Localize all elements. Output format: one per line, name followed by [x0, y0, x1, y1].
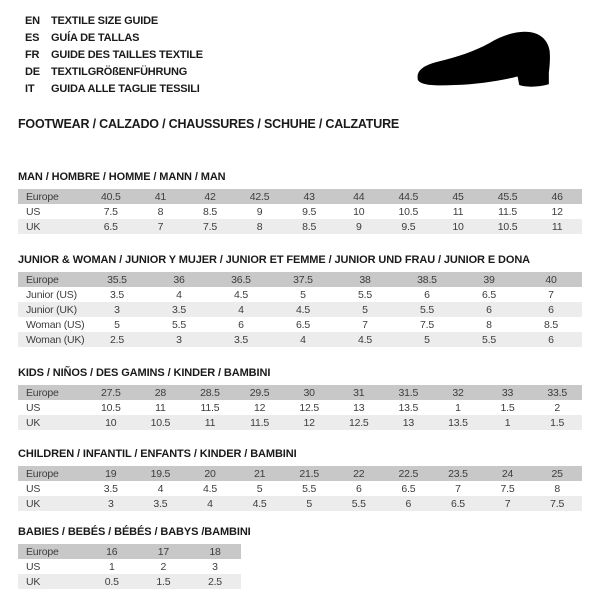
- size-cell: 7: [548, 288, 554, 301]
- size-cell: 1: [455, 401, 461, 414]
- size-table: [18, 189, 582, 234]
- table-row: [18, 287, 582, 302]
- size-cell: 4: [300, 333, 306, 346]
- size-cell: 8: [554, 482, 560, 495]
- size-cell: 27.5: [100, 386, 121, 399]
- size-cell: 2.5: [207, 575, 222, 588]
- table-row: [18, 317, 582, 332]
- size-cell: 9: [256, 205, 263, 218]
- size-table-section: [18, 171, 582, 234]
- size-cell: 28.5: [200, 386, 220, 399]
- size-cell: 3: [176, 333, 182, 346]
- size-cell: 6.5: [482, 288, 496, 301]
- language-label: GUÍA DE TALLAS: [51, 32, 140, 44]
- size-cell: 7.5: [500, 482, 515, 495]
- size-cell: 42: [204, 190, 216, 203]
- size-cell: 12.5: [348, 416, 369, 429]
- size-cell: 5.5: [358, 288, 372, 301]
- size-cell: 2: [554, 401, 560, 414]
- table-row: [18, 466, 582, 481]
- size-cell: 5: [114, 318, 120, 331]
- size-cell: 19: [105, 467, 117, 480]
- table-row: [18, 332, 582, 347]
- size-cell: 7: [157, 220, 164, 233]
- size-table: [18, 544, 241, 589]
- category-heading: FOOTWEAR / CALZADO / CHAUSSURES / SCHUHE / CALZATURE: [18, 117, 400, 131]
- size-cell: 10.5: [150, 416, 171, 429]
- size-cell: 45: [452, 190, 464, 203]
- table-row: [18, 400, 582, 415]
- size-cell: 10.5: [497, 220, 518, 233]
- size-cell: 10: [452, 220, 464, 233]
- size-cell: 11.5: [200, 401, 220, 414]
- size-cell: 10: [353, 205, 365, 218]
- table-title: KIDS / NIÑOS / DES GAMINS / KINDER / BAMBINI: [18, 367, 271, 379]
- size-cell: 20: [204, 467, 216, 480]
- size-cell: 43: [303, 190, 315, 203]
- size-cell: 38: [359, 273, 371, 286]
- size-cell: 13: [353, 401, 365, 414]
- size-cell: 23.5: [448, 467, 468, 480]
- table-row: [18, 385, 582, 400]
- size-cell: 8.5: [302, 220, 317, 233]
- size-table: [18, 385, 582, 430]
- size-cell: 4: [157, 482, 164, 495]
- size-cell: 18: [209, 545, 221, 558]
- size-cell: 7.5: [550, 497, 565, 510]
- size-cell: 4.5: [202, 482, 217, 495]
- size-cell: 4.5: [358, 333, 372, 346]
- size-cell: 44: [353, 190, 365, 203]
- size-cell: 1: [504, 416, 511, 429]
- size-cell: 7: [504, 497, 511, 510]
- size-cell: 7: [455, 482, 461, 495]
- size-cell: 13.5: [398, 401, 419, 414]
- shoe-silhouette-path: [418, 32, 550, 87]
- language-row: [18, 30, 203, 47]
- row-label: US: [26, 401, 41, 414]
- size-cell: 7.5: [103, 205, 118, 218]
- language-code: EN: [25, 15, 40, 27]
- size-cell: 21: [253, 467, 266, 480]
- size-cell: 11: [551, 220, 563, 233]
- size-cell: 31.5: [398, 386, 419, 399]
- size-cell: 7.5: [420, 318, 434, 331]
- table-title: CHILDREN / INFANTIL / ENFANTS / KINDER / BAMBINI: [18, 448, 297, 460]
- size-cell: 13: [402, 416, 414, 429]
- size-cell: 42.5: [249, 190, 270, 203]
- size-cell: 1.5: [500, 401, 515, 414]
- table-title: BABIES / BEBÉS / BÉBÉS / BABYS /BAMBINI: [18, 526, 251, 538]
- size-cell: 11: [452, 205, 464, 218]
- row-label: Junior (UK): [26, 303, 77, 316]
- size-cell: 33.5: [547, 386, 567, 399]
- size-cell: 5: [300, 288, 306, 301]
- size-cell: 4.5: [296, 303, 310, 316]
- size-cell: 36.5: [231, 273, 251, 286]
- size-cell: 6.5: [401, 482, 416, 495]
- size-cell: 8.5: [202, 205, 217, 218]
- size-cell: 5: [256, 482, 263, 495]
- size-cell: 7: [362, 318, 368, 331]
- shoe-icon: [398, 25, 578, 103]
- row-label: Junior (US): [26, 288, 77, 301]
- size-cell: 3.5: [153, 497, 168, 510]
- size-cell: 6: [405, 497, 412, 510]
- language-row: [18, 64, 203, 81]
- size-cell: 6.5: [103, 220, 118, 233]
- size-cell: 8: [256, 220, 263, 233]
- language-list: [18, 13, 203, 98]
- language-code: ES: [25, 32, 40, 44]
- row-label: Europe: [26, 273, 59, 286]
- size-cell: 24: [501, 467, 514, 480]
- row-label: Europe: [26, 545, 59, 558]
- size-table: [18, 466, 582, 511]
- row-label: UK: [26, 416, 41, 429]
- size-cell: 5: [362, 303, 368, 316]
- size-cell: 11: [155, 401, 166, 414]
- size-cell: 40: [545, 273, 557, 286]
- size-cell: 10.5: [398, 205, 419, 218]
- size-cell: 5.5: [482, 333, 496, 346]
- table-row: [18, 302, 582, 317]
- size-cell: 6.5: [296, 318, 310, 331]
- table-row: [18, 219, 582, 234]
- language-label: GUIDE DES TAILLES TEXTILE: [51, 49, 203, 61]
- size-cell: 4.5: [234, 288, 248, 301]
- size-cell: 6: [355, 482, 362, 495]
- size-cell: 35.5: [107, 273, 127, 286]
- size-cell: 5.5: [302, 482, 317, 495]
- size-cell: 3.5: [172, 303, 186, 316]
- table-row: [18, 415, 582, 430]
- size-cell: 6: [486, 303, 492, 316]
- size-table: [18, 272, 582, 347]
- size-cell: 6: [548, 303, 554, 316]
- size-cell: 5.5: [351, 497, 366, 510]
- table-title: MAN / HOMBRE / HOMME / MANN / MAN: [18, 171, 226, 183]
- table-row: [18, 574, 241, 589]
- table-title: JUNIOR & WOMAN / JUNIOR Y MUJER / JUNIOR ET FEMME / JUNIOR UND FRAU / JUNIOR E DONA: [18, 254, 531, 266]
- size-cell: 6.5: [450, 497, 465, 510]
- language-label: TEXTILGRÖßENFÜHRUNG: [51, 66, 188, 78]
- size-table-section: [18, 526, 582, 589]
- size-cell: 40.5: [100, 190, 121, 203]
- size-cell: 1.5: [156, 575, 171, 588]
- size-cell: 30: [303, 386, 315, 399]
- size-cell: 38.5: [417, 273, 437, 286]
- table-row: [18, 559, 241, 574]
- table-row: [18, 204, 582, 219]
- language-label: TEXTILE SIZE GUIDE: [51, 15, 159, 27]
- size-cell: 16: [106, 545, 118, 558]
- size-cell: 1: [108, 560, 115, 573]
- size-cell: 8.5: [544, 318, 558, 331]
- table-row: [18, 481, 582, 496]
- size-cell: 19.5: [150, 467, 171, 480]
- language-code: FR: [25, 49, 40, 61]
- size-cell: 4: [238, 303, 244, 316]
- size-cell: 11.5: [498, 205, 517, 218]
- size-cell: 3: [212, 560, 218, 573]
- size-table-section: [18, 448, 582, 511]
- language-row: [18, 47, 203, 64]
- size-cell: 11.5: [250, 416, 269, 429]
- size-table-section: [18, 254, 582, 347]
- size-cell: 12: [253, 401, 266, 414]
- size-cell: 28: [154, 386, 167, 399]
- size-cell: 7.5: [202, 220, 217, 233]
- table-row: [18, 544, 241, 559]
- size-cell: 4: [207, 497, 213, 510]
- language-code: DE: [25, 66, 40, 78]
- size-cell: 46: [551, 190, 563, 203]
- size-cell: 21.5: [299, 467, 319, 480]
- size-cell: 6: [424, 288, 430, 301]
- size-cell: 3: [107, 497, 114, 510]
- size-cell: 1.5: [550, 416, 565, 429]
- size-cell: 10: [105, 416, 117, 429]
- size-cell: 31: [353, 386, 365, 399]
- size-cell: 12: [303, 416, 315, 429]
- size-cell: 3.5: [234, 333, 248, 346]
- size-cell: 41: [154, 190, 167, 203]
- size-cell: 13.5: [448, 416, 468, 429]
- language-row: [18, 81, 203, 98]
- size-cell: 9.5: [401, 220, 416, 233]
- language-label: GUIDA ALLE TAGLIE TESSILI: [51, 83, 200, 95]
- size-cell: 3: [114, 303, 120, 316]
- size-cell: 36: [173, 273, 185, 286]
- size-cell: 5: [424, 333, 430, 346]
- size-cell: 45.5: [497, 190, 518, 203]
- row-label: Europe: [26, 467, 59, 480]
- size-cell: 2.5: [110, 333, 124, 346]
- size-cell: 32: [452, 386, 464, 399]
- row-label: US: [26, 482, 41, 495]
- size-tables: [18, 171, 582, 589]
- row-label: Europe: [26, 190, 59, 203]
- size-cell: 5.5: [172, 318, 186, 331]
- size-cell: 37.5: [293, 273, 313, 286]
- language-row: [18, 13, 203, 30]
- row-label: UK: [26, 575, 41, 588]
- size-cell: 33: [501, 386, 514, 399]
- size-cell: 17: [157, 545, 169, 558]
- size-cell: 5.5: [420, 303, 434, 316]
- size-cell: 25: [551, 467, 563, 480]
- size-cell: 2: [160, 560, 167, 573]
- header: [18, 0, 582, 103]
- size-cell: 9.5: [302, 205, 317, 218]
- size-table-section: [18, 367, 582, 430]
- row-label: Europe: [26, 386, 59, 399]
- language-code: IT: [25, 83, 35, 95]
- size-cell: 0.5: [104, 575, 119, 588]
- row-label: US: [26, 205, 41, 218]
- size-cell: 44.5: [398, 190, 419, 203]
- size-cell: 22: [353, 467, 365, 480]
- table-row: [18, 272, 582, 287]
- size-cell: 9: [355, 220, 362, 233]
- size-cell: 6: [548, 333, 554, 346]
- size-cell: 12: [551, 205, 563, 218]
- row-label: UK: [26, 497, 41, 510]
- row-label: UK: [26, 220, 41, 233]
- size-cell: 5: [306, 497, 312, 510]
- table-row: [18, 189, 582, 204]
- size-cell: 10.5: [100, 401, 121, 414]
- size-cell: 11: [204, 416, 216, 429]
- size-cell: 8: [157, 205, 164, 218]
- row-label: Woman (US): [26, 318, 85, 331]
- size-cell: 4.5: [252, 497, 267, 510]
- size-cell: 39: [483, 273, 495, 286]
- size-cell: 8: [486, 318, 492, 331]
- table-row: [18, 496, 582, 511]
- row-label: Woman (UK): [26, 333, 85, 346]
- size-cell: 29.5: [249, 386, 270, 399]
- size-cell: 12.5: [299, 401, 319, 414]
- size-cell: 6: [238, 318, 244, 331]
- size-cell: 3.5: [110, 288, 124, 301]
- size-cell: 22.5: [398, 467, 419, 480]
- size-cell: 4: [176, 288, 182, 301]
- row-label: US: [26, 560, 41, 573]
- size-cell: 3.5: [103, 482, 118, 495]
